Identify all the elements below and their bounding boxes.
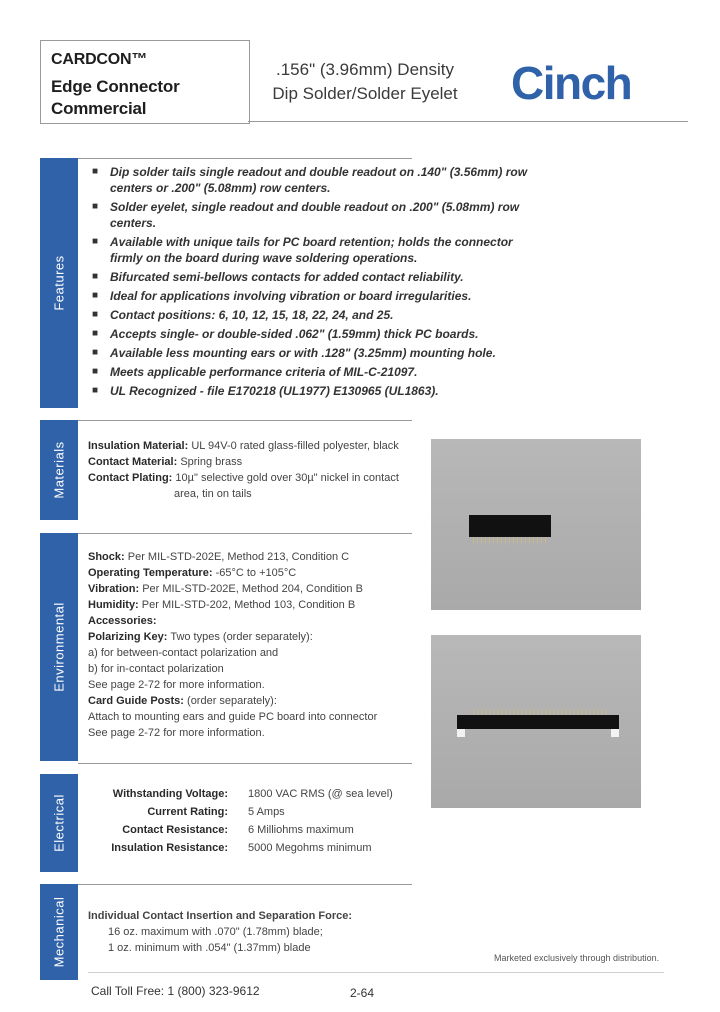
bullet-icon: ■ — [92, 366, 99, 377]
cinch-logo: Cinch — [511, 57, 632, 109]
vibration-row: Vibration: Per MIL-STD-202E, Method 204, Condition B — [88, 583, 363, 595]
mechanical-line: 1 oz. minimum with .054" (1.37mm) blade — [108, 942, 311, 954]
tab-features — [40, 158, 78, 408]
polarizing-b: b) for in-contact polarization — [88, 663, 224, 675]
bullet-icon: ■ — [92, 385, 99, 396]
materials-block — [88, 438, 399, 502]
list-item: ■ Ideal for applications involving vibration or board irregularities. — [92, 289, 472, 303]
tab-mechanical — [40, 884, 78, 980]
list-item: ■ UL Recognized - file E170218 (UL1977) E130965 (UL1863). — [92, 384, 439, 398]
tab-features-label: Features — [51, 255, 67, 311]
environmental-block — [88, 549, 377, 741]
mechanical-divider — [78, 884, 412, 885]
mounting-ear-left — [457, 729, 465, 737]
product-category: Commercial — [51, 99, 147, 118]
bullet-icon: ■ — [92, 347, 99, 358]
tab-materials-label: Materials — [51, 441, 67, 499]
humidity-row: Humidity: Per MIL-STD-202, Method 103, Condition B — [88, 599, 356, 611]
accessories-heading: Accessories: — [88, 615, 157, 627]
insulation-row: Insulation Material: UL 94V-0 rated glass-filled polyester, black — [88, 440, 399, 452]
bullet-icon: ■ — [92, 328, 99, 339]
bullet-icon: ■ — [92, 201, 99, 212]
density-heading — [260, 58, 470, 106]
toll-free-number: Call Toll Free: 1 (800) 323-9612 — [91, 984, 260, 998]
environmental-divider — [78, 533, 412, 534]
tab-environmental-label: Environmental — [51, 602, 67, 692]
plating-row-cont: area, tin on tails — [174, 488, 252, 500]
guide-posts-row: Card Guide Posts: (order separately): — [88, 695, 277, 707]
bullet-icon: ■ — [92, 309, 99, 320]
materials-divider — [78, 420, 412, 421]
bullet-icon: ■ — [92, 236, 99, 247]
table-row: Current Rating: 5 Amps — [147, 806, 285, 818]
mechanical-line: 16 oz. maximum with .070" (1.78mm) blade; — [108, 926, 323, 938]
list-item: ■ Available less mounting ears or with .128" (3.25mm) mounting hole. — [92, 346, 496, 360]
list-item: ■ Bifurcated semi-bellows contacts for added contact reliability. — [92, 270, 464, 284]
mounting-ear-right — [611, 729, 619, 737]
density-line: .156" (3.96mm) Density — [276, 60, 454, 79]
features-divider — [78, 158, 412, 159]
tab-electrical — [40, 774, 78, 872]
header-divider — [248, 121, 688, 122]
contact-material-row: Contact Material: Spring brass — [88, 456, 243, 468]
electrical-block — [88, 788, 408, 860]
electrical-divider — [78, 763, 412, 764]
tab-electrical-label: Electrical — [51, 794, 67, 852]
polarizing-a: a) for between-contact polarization and — [88, 647, 279, 659]
bullet-icon: ■ — [92, 166, 99, 177]
mechanical-heading: Individual Contact Insertion and Separation Force: — [88, 910, 353, 922]
guide-line: Attach to mounting ears and guide PC board into connector — [88, 711, 378, 723]
tab-materials — [40, 420, 78, 520]
title-box — [40, 40, 250, 124]
plating-row: Contact Plating: 10µ" selective gold over 30µ" nickel in contact — [88, 472, 399, 484]
table-row: Insulation Resistance: 5000 Megohms minimum — [111, 842, 372, 854]
footer-divider — [88, 972, 664, 973]
shock-row: Shock: Per MIL-STD-202E, Method 213, Condition C — [88, 551, 350, 563]
table-row: Contact Resistance: 6 Milliohms maximum — [122, 824, 354, 836]
guide-see: See page 2-72 for more information. — [88, 727, 265, 739]
tab-mechanical-label: Mechanical — [51, 896, 67, 968]
tab-environmental — [40, 533, 78, 761]
list-item: ■ Accepts single- or double-sided .062" (1.59mm) thick PC boards. — [92, 327, 479, 341]
features-list — [92, 164, 532, 402]
list-item: ■ Contact positions: 6, 10, 12, 15, 18, 22, 24, and 25. — [92, 308, 394, 322]
polarizing-see: See page 2-72 for more information. — [88, 679, 265, 691]
temperature-row: Operating Temperature: -65°C to +105°C — [88, 567, 297, 579]
connector-pins — [473, 537, 547, 543]
termination-line: Dip Solder/Solder Eyelet — [272, 84, 458, 103]
list-item: ■ Available with unique tails for PC board retention; holds the connector firmly on the board during wave soldering operations. — [92, 235, 513, 265]
distribution-note: Marketed exclusively through distribution. — [494, 953, 660, 963]
list-item: ■ Solder eyelet, single readout and double readout on .200" (5.08mm) row centers. — [92, 200, 520, 230]
list-item: ■ Dip solder tails single readout and double readout on .140" (3.56mm) row centers or .200" (5.08mm) row centers. — [92, 165, 528, 195]
table-row: Withstanding Voltage: 1800 VAC RMS (@ sea level) — [112, 788, 393, 800]
connector-body — [457, 715, 619, 729]
connector-photo-2 — [431, 635, 641, 808]
bullet-icon: ■ — [92, 290, 99, 301]
page-number: 2-64 — [350, 986, 375, 1000]
mechanical-block — [88, 908, 352, 956]
connector-body — [469, 515, 551, 537]
brand-name: CARDCON™ — [51, 51, 148, 68]
product-title: Edge Connector — [51, 77, 180, 96]
bullet-icon: ■ — [92, 271, 99, 282]
connector-photo-1 — [431, 439, 641, 610]
polarizing-key-row: Polarizing Key: Two types (order separately): — [88, 631, 313, 643]
list-item: ■ Meets applicable performance criteria of MIL-C-21097. — [92, 365, 418, 379]
